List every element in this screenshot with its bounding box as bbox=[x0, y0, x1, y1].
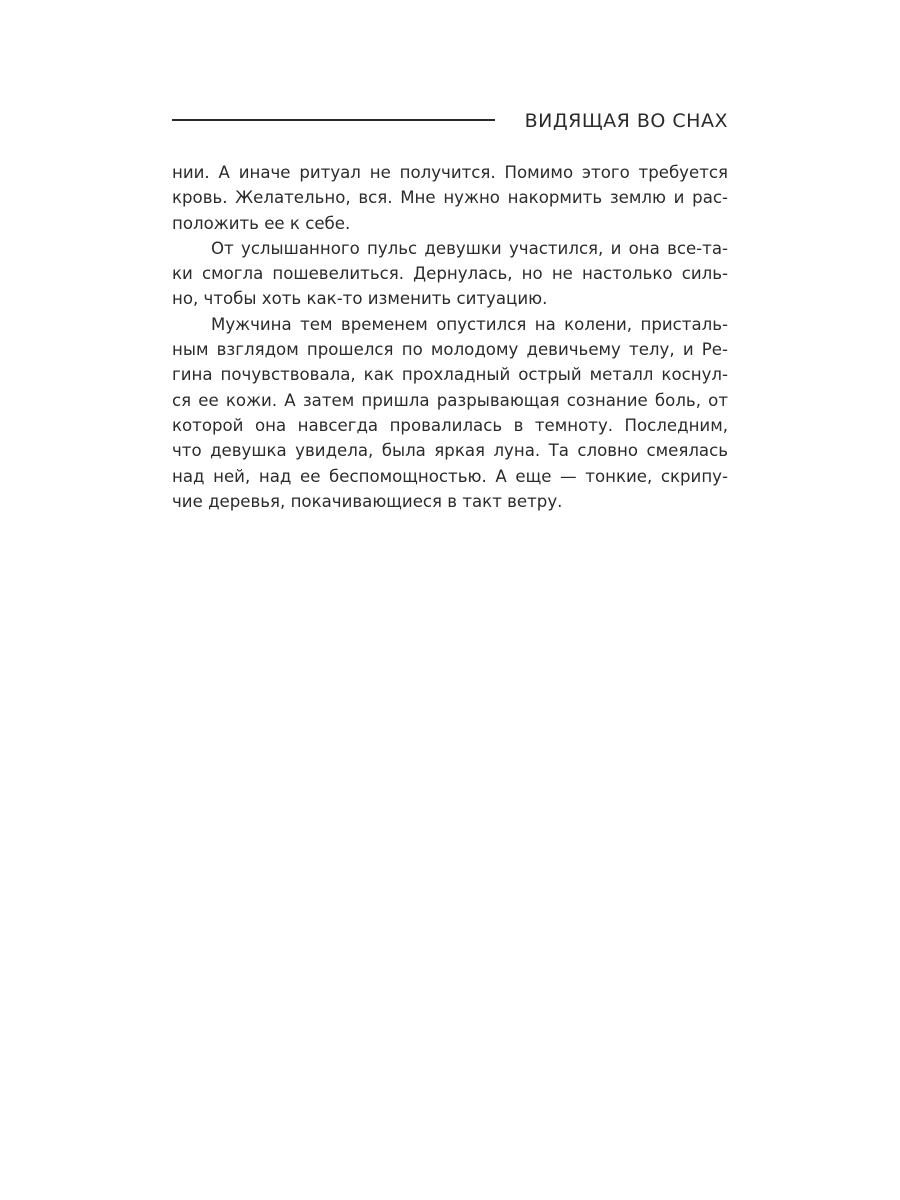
text-line: кровь. Желательно, вся. Мне нужно накормить землю и рас- bbox=[172, 188, 728, 208]
header-rule bbox=[172, 119, 495, 121]
text-line: гина почувствовала, как прохладный острый металл коснул- bbox=[172, 365, 728, 385]
running-header bbox=[172, 108, 728, 136]
text-line: ки смогла пошевелиться. Дернулась, но не настолько силь- bbox=[172, 264, 728, 284]
text-line: От услышанного пульс девушки участился, и она все-та- bbox=[211, 238, 728, 258]
text-line: ным взглядом прошелся по молодому девичьему телу, и Ре- bbox=[172, 340, 728, 360]
book-title: ВИДЯЩАЯ ВО СНАХ bbox=[524, 110, 728, 132]
text-line: положить ее к себе. bbox=[172, 213, 351, 233]
text-line: что девушка увидела, была яркая луна. Та словно смеялась bbox=[172, 441, 728, 461]
text-line: но, чтобы хоть как-то изменить ситуацию. bbox=[172, 289, 548, 309]
text-line: Мужчина тем временем опустился на колени, присталь- bbox=[211, 314, 728, 334]
text-line: над ней, над ее беспомощностью. А еще — тонкие, скрипу- bbox=[172, 466, 728, 486]
body-text bbox=[172, 160, 728, 514]
text-line: ся ее кожи. А затем пришла разрывающая сознание боль, от bbox=[172, 390, 728, 410]
text-line: чие деревья, покачивающиеся в такт ветру. bbox=[172, 491, 563, 511]
text-line: которой она навсегда провалилась в темноту. Последним, bbox=[172, 415, 728, 435]
text-line: нии. А иначе ритуал не получится. Помимо этого требуется bbox=[172, 163, 728, 182]
